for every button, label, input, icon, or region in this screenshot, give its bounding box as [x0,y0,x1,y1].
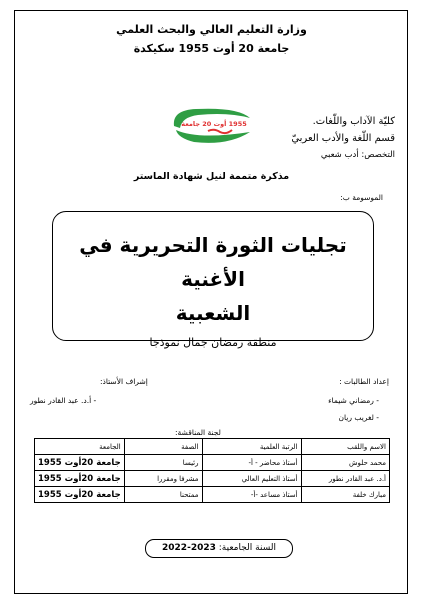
title-box [52,211,374,349]
academic-year-value: 2023-2022 [162,543,216,553]
table-cell: رئيسا [124,455,202,471]
university-name: جامعة 20 أوت 1955 سكيكدة [133,42,290,55]
supervisor-label: إشراف الأستاذ: [100,377,148,386]
titled-label: الموسومة ب: [340,193,383,202]
specialty: التخصص: أدب شعبي [320,150,395,160]
table-cell: جامعة 20أوت 1955 [35,487,125,503]
memo-title: مذكرة متممة لنيل شهادة الماستر [133,171,290,182]
table-cell: أستاذ مساعد -أ- [202,487,301,503]
table-cell: جامعة 20أوت 1955 [35,455,125,471]
supervisor-name: - أ.د. عبد القادر نطور [30,396,97,405]
table-row [35,471,390,487]
thesis-title-line2: الشعبية [175,301,251,325]
table-header-cell: الصفة [124,439,202,455]
table-row [35,455,390,471]
faculty-name: كليّة الآداب واللّغات. [312,116,395,127]
table-header-cell: الرتبة العلمية [202,439,301,455]
ministry-name: وزارة التعليم العالي والبحث العلمي [116,23,307,36]
table-cell: جامعة 20أوت 1955 [35,471,125,487]
table-cell: محمد حلوش [301,455,389,471]
student-name: - رمضاني شيماء [328,396,379,405]
table-row [35,487,390,503]
department-name: قسم اللّغة والأدب العربيّ [291,133,395,144]
table-cell: أستاذ محاضر - أ- [202,455,301,471]
table-cell: مبارك خلفة [301,487,389,503]
table-cell: ممتحنا [124,487,202,503]
ministry-header [0,20,423,58]
table-cell: أ.د. عبد القادر نطور [301,471,389,487]
table-header-row [35,439,390,455]
committee-label: لجنة المناقشة: [175,428,221,437]
committee-table [34,438,390,503]
faculty-block [291,113,395,164]
thesis-subtitle: منطقة رمضان جمال نموذجا [149,336,277,349]
prepared-by-label: إعداد الطالبات : [339,377,389,386]
university-logo-icon [168,104,256,146]
student-name: - لغريب ريان [338,413,379,422]
logo-text: 1955 أوت 20 جامعة [181,120,247,128]
table-header-cell: الاسم واللقب [301,439,389,455]
thesis-title [53,228,373,330]
table-header-cell: الجامعة [35,439,125,455]
table-cell: مشرفا ومقررا [124,471,202,487]
academic-year-box [145,539,293,558]
thesis-title-line1: تجليات الثورة التحريرية في الأغنية [79,233,347,291]
table-cell: أستاذ التعليم العالي [202,471,301,487]
academic-year-label: السنة الجامعية: [218,543,276,553]
